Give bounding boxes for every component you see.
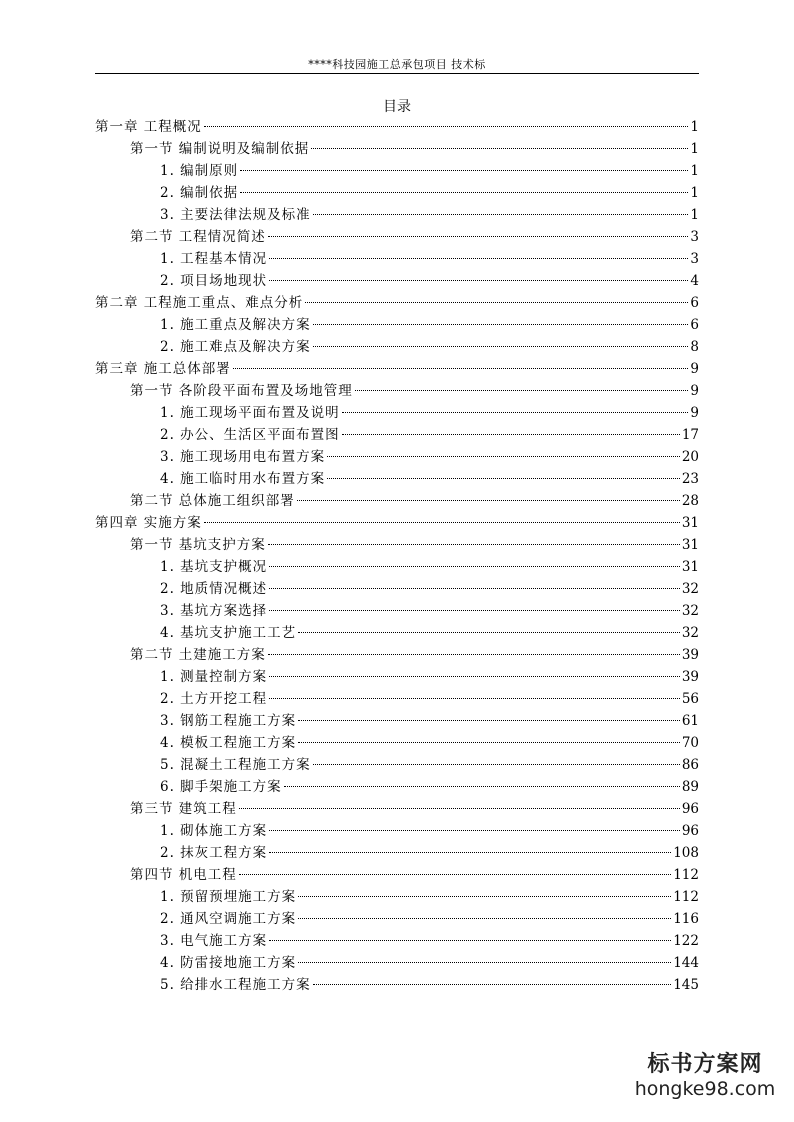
table-of-contents	[95, 116, 699, 996]
toc-entry-label: 第一节 基坑支护方案	[130, 537, 266, 553]
toc-dot-leader	[342, 412, 689, 413]
toc-entry-page-number: 9	[690, 405, 699, 421]
toc-entry-page-number: 32	[681, 581, 699, 597]
toc-entry[interactable]	[95, 446, 699, 468]
toc-dot-leader	[269, 588, 680, 589]
toc-entry-page-number: 1	[690, 185, 699, 201]
toc-entry-label: 1. 测量控制方案	[160, 669, 268, 685]
toc-entry-page-number: 70	[681, 735, 699, 751]
toc-entry[interactable]	[95, 534, 699, 556]
toc-dot-leader	[269, 676, 680, 677]
toc-entry-page-number: 1	[690, 207, 699, 223]
header-divider	[95, 73, 699, 74]
toc-dot-leader	[313, 984, 672, 985]
toc-entry-page-number: 4	[690, 273, 699, 289]
toc-entry-page-number: 86	[681, 757, 699, 773]
toc-entry-label: 6. 脚手架施工方案	[160, 779, 282, 795]
toc-entry[interactable]	[95, 732, 699, 754]
toc-entry-page-number: 96	[681, 801, 699, 817]
toc-dot-leader	[298, 962, 671, 963]
toc-entry-label: 3. 施工现场用电布置方案	[160, 449, 326, 465]
toc-dot-leader	[269, 830, 680, 831]
toc-dot-leader	[298, 918, 671, 919]
toc-entry[interactable]	[95, 622, 699, 644]
toc-entry-page-number: 8	[690, 339, 699, 355]
toc-dot-leader	[268, 236, 689, 237]
toc-entry[interactable]	[95, 600, 699, 622]
toc-entry[interactable]	[95, 314, 699, 336]
toc-entry-page-number: 96	[681, 823, 699, 839]
toc-dot-leader	[269, 258, 688, 259]
watermark-brand: 标书方案网	[647, 1052, 763, 1077]
toc-entry[interactable]	[95, 358, 699, 380]
toc-entry-page-number: 39	[681, 647, 699, 663]
toc-dot-leader	[311, 148, 688, 149]
toc-entry-label: 第四节 机电工程	[130, 867, 237, 883]
toc-entry-label: 1. 施工现场平面布置及说明	[160, 405, 340, 421]
watermark-url: hongke98.com	[634, 1078, 776, 1100]
toc-entry[interactable]	[95, 908, 699, 930]
toc-entry-page-number: 112	[673, 889, 699, 905]
toc-dot-leader	[298, 632, 680, 633]
toc-dot-leader	[298, 720, 680, 721]
toc-entry[interactable]	[95, 820, 699, 842]
toc-entry[interactable]	[95, 248, 699, 270]
toc-entry-label: 4. 防雷接地施工方案	[160, 955, 297, 971]
toc-entry[interactable]	[95, 754, 699, 776]
toc-entry[interactable]	[95, 974, 699, 996]
toc-entry-page-number: 1	[690, 119, 699, 135]
toc-entry[interactable]	[95, 930, 699, 952]
toc-entry[interactable]	[95, 776, 699, 798]
toc-entry[interactable]	[95, 116, 699, 138]
toc-dot-leader	[313, 346, 689, 347]
toc-entry-label: 4. 模板工程施工方案	[160, 735, 297, 751]
toc-title: 目录	[383, 99, 411, 115]
toc-entry-page-number: 56	[681, 691, 699, 707]
toc-entry[interactable]	[95, 490, 699, 512]
toc-entry[interactable]	[95, 380, 699, 402]
toc-entry-label: 3. 钢筋工程施工方案	[160, 713, 297, 729]
toc-dot-leader	[305, 302, 688, 303]
toc-entry-page-number: 61	[681, 713, 699, 729]
toc-entry[interactable]	[95, 864, 699, 886]
toc-dot-leader	[269, 698, 680, 699]
toc-dot-leader	[269, 610, 680, 611]
toc-entry-label: 1. 施工重点及解决方案	[160, 317, 311, 333]
toc-entry-page-number: 32	[681, 603, 699, 619]
toc-entry[interactable]	[95, 798, 699, 820]
toc-dot-leader	[269, 280, 688, 281]
toc-entry-label: 第一章 工程概况	[95, 119, 202, 135]
toc-entry-page-number: 116	[673, 911, 699, 927]
toc-dot-leader	[269, 566, 680, 567]
toc-dot-leader	[239, 808, 680, 809]
toc-entry[interactable]	[95, 842, 699, 864]
toc-entry[interactable]	[95, 402, 699, 424]
toc-entry-page-number: 145	[673, 977, 699, 993]
toc-entry-label: 第三章 施工总体部署	[95, 361, 231, 377]
toc-entry-label: 2. 编制依据	[160, 185, 239, 201]
toc-dot-leader	[313, 764, 680, 765]
toc-entry-page-number: 9	[690, 361, 699, 377]
toc-entry-page-number: 108	[673, 845, 699, 861]
toc-entry-label: 2. 土方开挖工程	[160, 691, 268, 707]
toc-dot-leader	[268, 544, 680, 545]
toc-entry-label: 第四章 实施方案	[95, 515, 202, 531]
toc-dot-leader	[327, 456, 680, 457]
toc-entry-page-number: 28	[681, 493, 699, 509]
toc-entry-label: 第三节 建筑工程	[130, 801, 237, 817]
toc-entry[interactable]	[95, 424, 699, 446]
toc-entry[interactable]	[95, 666, 699, 688]
toc-dot-leader	[204, 126, 689, 127]
toc-entry-page-number: 1	[690, 141, 699, 157]
toc-dot-leader	[269, 852, 671, 853]
toc-entry-label: 第二节 总体施工组织部署	[130, 493, 295, 509]
toc-dot-leader	[284, 786, 680, 787]
toc-entry-label: 第一节 各阶段平面布置及场地管理	[130, 383, 353, 399]
toc-entry-label: 第二节 工程情况简述	[130, 229, 266, 245]
toc-entry-label: 1. 基坑支护概况	[160, 559, 268, 575]
toc-entry-label: 3. 电气施工方案	[160, 933, 268, 949]
toc-entry-label: 第二节 土建施工方案	[130, 647, 266, 663]
toc-dot-leader	[269, 940, 671, 941]
toc-entry-page-number: 1	[690, 163, 699, 179]
toc-dot-leader	[298, 742, 680, 743]
toc-dot-leader	[240, 192, 688, 193]
toc-entry-page-number: 3	[690, 251, 699, 267]
toc-dot-leader	[298, 896, 671, 897]
toc-dot-leader	[297, 500, 680, 501]
toc-entry-label: 2. 项目场地现状	[160, 273, 268, 289]
toc-entry[interactable]	[95, 512, 699, 534]
toc-entry-page-number: 6	[690, 295, 699, 311]
toc-entry-label: 3. 基坑方案选择	[160, 603, 268, 619]
toc-entry[interactable]	[95, 710, 699, 732]
toc-entry-label: 1. 编制原则	[160, 163, 239, 179]
toc-entry-label: 1. 工程基本情况	[160, 251, 268, 267]
toc-dot-leader	[313, 214, 689, 215]
toc-entry-label: 4. 施工临时用水布置方案	[160, 471, 326, 487]
toc-entry-page-number: 122	[673, 933, 699, 949]
toc-entry[interactable]	[95, 292, 699, 314]
toc-entry[interactable]	[95, 644, 699, 666]
toc-entry-page-number: 89	[681, 779, 699, 795]
toc-entry-label: 2. 抹灰工程方案	[160, 845, 268, 861]
toc-dot-leader	[204, 522, 680, 523]
toc-entry-page-number: 3	[690, 229, 699, 245]
toc-entry[interactable]	[95, 952, 699, 974]
toc-dot-leader	[240, 170, 688, 171]
toc-entry[interactable]	[95, 270, 699, 292]
toc-entry-page-number: 32	[681, 625, 699, 641]
toc-dot-leader	[268, 654, 680, 655]
toc-entry-page-number: 9	[690, 383, 699, 399]
toc-entry-label: 2. 通风空调施工方案	[160, 911, 297, 927]
toc-entry-page-number: 20	[681, 449, 699, 465]
toc-entry[interactable]	[95, 226, 699, 248]
toc-entry-label: 1. 预留预埋施工方案	[160, 889, 297, 905]
toc-entry-label: 3. 主要法律法规及标准	[160, 207, 311, 223]
toc-entry-page-number: 31	[681, 537, 699, 553]
toc-dot-leader	[342, 434, 680, 435]
toc-entry-label: 4. 基坑支护施工工艺	[160, 625, 297, 641]
toc-entry-label: 5. 给排水工程施工方案	[160, 977, 311, 993]
toc-entry-page-number: 144	[673, 955, 699, 971]
toc-entry-label: 2. 施工难点及解决方案	[160, 339, 311, 355]
toc-entry[interactable]	[95, 886, 699, 908]
toc-entry[interactable]	[95, 204, 699, 226]
toc-dot-leader	[313, 324, 689, 325]
toc-entry[interactable]	[95, 556, 699, 578]
toc-dot-leader	[355, 390, 689, 391]
watermark-logo	[630, 1052, 780, 1100]
toc-entry-page-number: 31	[681, 559, 699, 575]
page-header: ****科技园施工总承包项目 技术标	[308, 58, 486, 71]
toc-entry[interactable]	[95, 182, 699, 204]
toc-entry[interactable]	[95, 688, 699, 710]
toc-entry-page-number: 23	[681, 471, 699, 487]
toc-entry[interactable]	[95, 138, 699, 160]
toc-entry-page-number: 31	[681, 515, 699, 531]
toc-entry[interactable]	[95, 578, 699, 600]
toc-entry-page-number: 17	[681, 427, 699, 443]
toc-dot-leader	[233, 368, 689, 369]
toc-entry[interactable]	[95, 336, 699, 358]
toc-entry-label: 2. 办公、生活区平面布置图	[160, 427, 340, 443]
toc-entry-label: 1. 砌体施工方案	[160, 823, 268, 839]
toc-entry-label: 第二章 工程施工重点、难点分析	[95, 295, 304, 311]
toc-entry-label: 2. 地质情况概述	[160, 581, 268, 597]
toc-dot-leader	[327, 478, 680, 479]
toc-dot-leader	[239, 874, 671, 875]
toc-entry[interactable]	[95, 468, 699, 490]
toc-entry[interactable]	[95, 160, 699, 182]
toc-entry-label: 第一节 编制说明及编制依据	[130, 141, 310, 157]
toc-entry-page-number: 39	[681, 669, 699, 685]
toc-entry-page-number: 6	[690, 317, 699, 333]
toc-entry-page-number: 112	[673, 867, 699, 883]
toc-entry-label: 5. 混凝土工程施工方案	[160, 757, 311, 773]
